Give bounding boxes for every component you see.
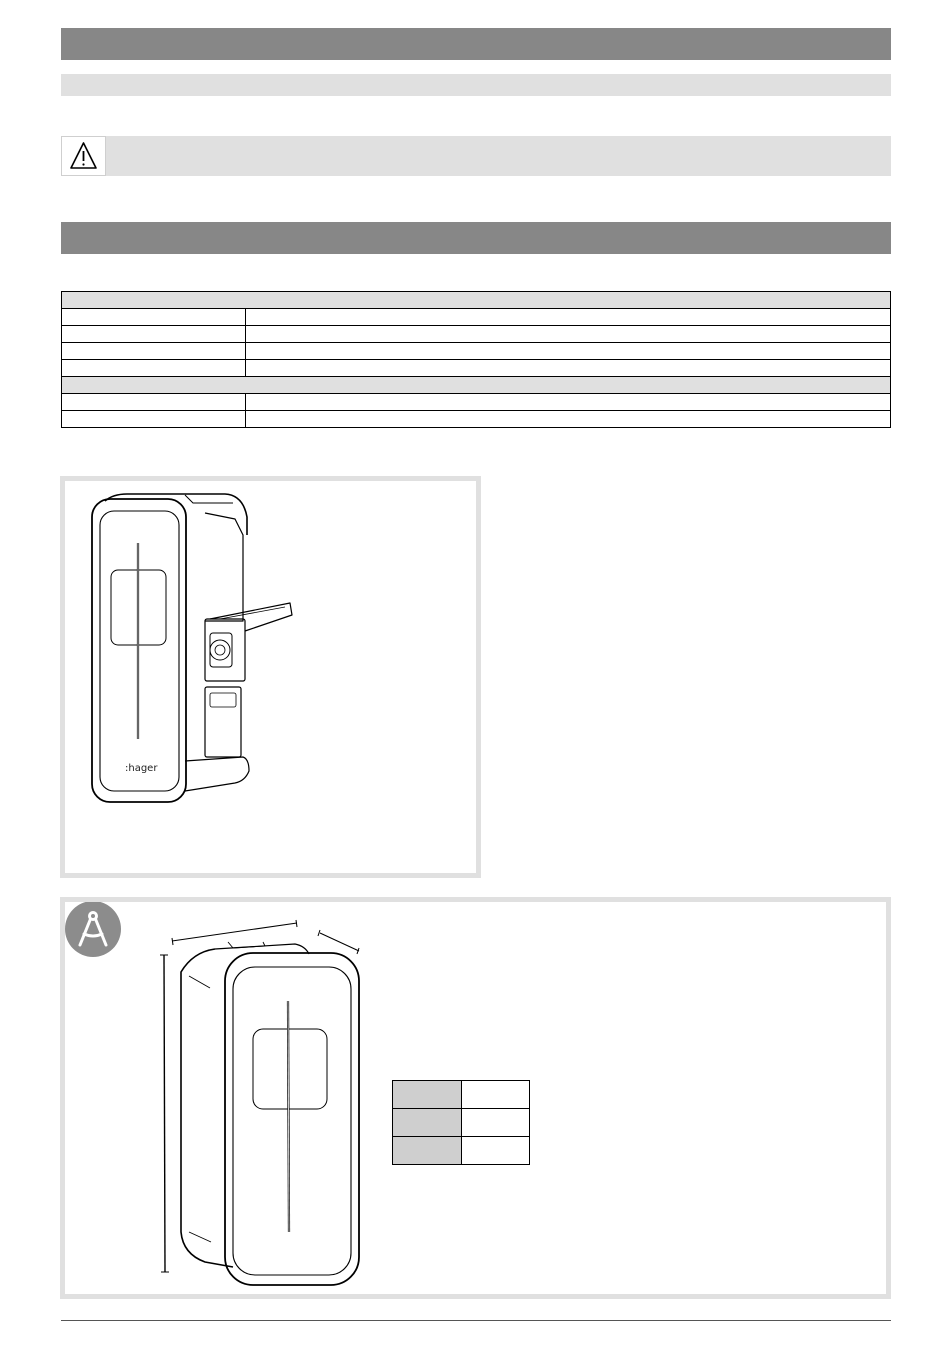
table-group-header xyxy=(62,377,891,394)
dimension-value-cell xyxy=(462,1109,530,1137)
table-row xyxy=(62,411,891,428)
dimension-value-cell xyxy=(462,1081,530,1109)
table-row xyxy=(62,326,891,343)
footer-rule xyxy=(61,1320,891,1321)
table-cell xyxy=(246,394,891,411)
table-row xyxy=(393,1109,530,1137)
warning-triangle-icon xyxy=(62,137,105,175)
table-group-header xyxy=(62,292,891,309)
table-cell xyxy=(246,343,891,360)
warning-icon-frame xyxy=(61,136,106,176)
dimensions-table xyxy=(392,1080,530,1165)
table-cell xyxy=(246,411,891,428)
table-cell xyxy=(62,411,246,428)
table-row xyxy=(62,309,891,326)
table-cell xyxy=(246,326,891,343)
dimension-label-cell xyxy=(393,1137,462,1165)
figure-charger-open xyxy=(60,476,481,878)
specification-table xyxy=(61,291,891,428)
table-row xyxy=(62,360,891,377)
table-row xyxy=(62,394,891,411)
table-cell xyxy=(62,343,246,360)
dimension-value-cell xyxy=(462,1137,530,1165)
warning-box xyxy=(61,136,891,176)
table-row xyxy=(62,343,891,360)
charger-open-illustration xyxy=(65,481,476,873)
chapter-header-bar xyxy=(61,28,891,60)
table-cell xyxy=(62,394,246,411)
section-header-bar-2 xyxy=(61,222,891,254)
table-cell xyxy=(246,309,891,326)
section-header-bar xyxy=(61,74,891,96)
brand-logo: :hager xyxy=(125,763,158,774)
dimension-label-cell xyxy=(393,1081,462,1109)
table-cell xyxy=(62,326,246,343)
table-cell xyxy=(62,377,891,394)
dimension-label-cell xyxy=(393,1109,462,1137)
table-cell xyxy=(246,360,891,377)
table-cell xyxy=(62,360,246,377)
table-cell xyxy=(62,309,246,326)
table-row xyxy=(393,1137,530,1165)
table-cell xyxy=(62,292,891,309)
table-row xyxy=(393,1081,530,1109)
